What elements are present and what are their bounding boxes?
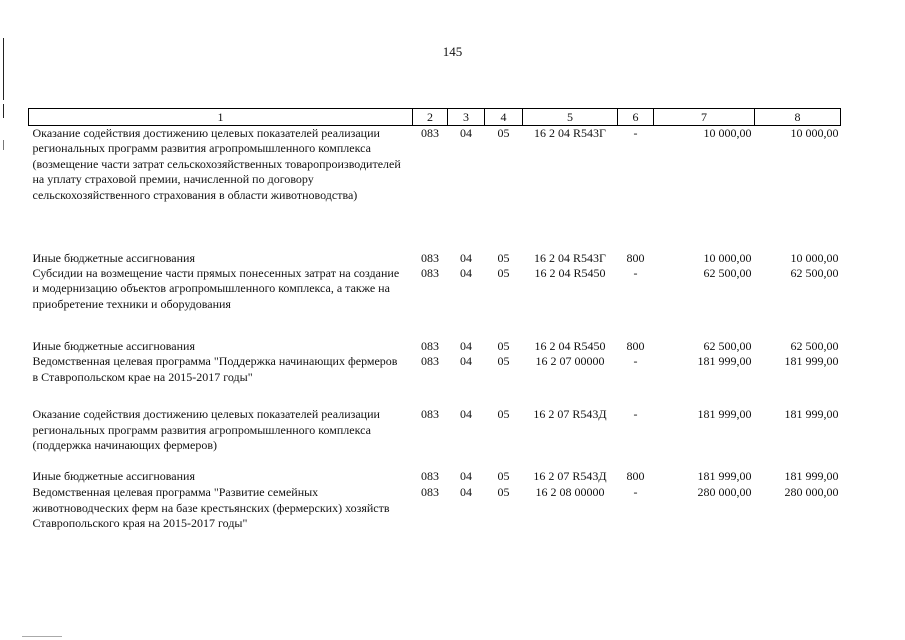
page-edge-mark	[3, 104, 4, 118]
cell-subsection: 05	[497, 354, 510, 369]
cell-amount: 10 000,00	[790, 126, 839, 140]
column-header: 2	[413, 109, 448, 126]
cell-target-article: 16 2 08 00000	[535, 485, 605, 500]
cell-ministry-code: 083	[421, 485, 439, 500]
column-header: 7	[654, 109, 755, 126]
cell-expense-type: -	[633, 265, 638, 280]
cell-subsection: 05	[497, 469, 510, 484]
cell-expense-type: 800	[626, 469, 645, 484]
page-number: 145	[442, 44, 463, 59]
cell-amount: 10 000,00	[790, 250, 839, 265]
cell-subsection: 05	[497, 126, 510, 140]
cell-subsection: 05	[497, 265, 510, 280]
cell-subsection: 05	[497, 485, 510, 500]
budget-table	[28, 108, 841, 532]
cell-target-article: 16 2 04 R5450	[534, 338, 606, 353]
table-row	[29, 339, 841, 354]
cell-amount: 181 999,00	[697, 469, 752, 484]
table-row	[29, 251, 841, 266]
row-name: Иные бюджетные ассигнования	[32, 250, 195, 265]
row-name: Ведомственная целевая программа "Развитие семейных животноводческих ферм на базе крестьянских (фермерских) хозяйств Ставропольского края на 2015-2017 годы"	[32, 485, 390, 531]
cell-expense-type: -	[633, 126, 638, 140]
row-name: Иные бюджетные ассигнования	[32, 338, 195, 353]
column-header: 1	[29, 109, 413, 126]
column-header: 8	[755, 109, 841, 126]
cell-ministry-code: 083	[421, 126, 439, 140]
cell-target-article: 16 2 04 R5450	[534, 265, 606, 280]
table-row	[29, 354, 841, 407]
cell-amount: 181 999,00	[697, 407, 752, 422]
cell-expense-type: -	[633, 354, 638, 369]
table-row	[29, 485, 841, 531]
cell-ministry-code: 083	[421, 338, 439, 353]
cell-subsection: 05	[497, 338, 510, 353]
cell-target-article: 16 2 07 R543Д	[533, 469, 607, 484]
cell-amount: 62 500,00	[703, 338, 752, 353]
cell-target-article: 16 2 07 R543Д	[533, 407, 607, 422]
cell-target-article: 16 2 04 R543Г	[534, 126, 606, 140]
cell-amount: 280 000,00	[697, 485, 752, 500]
cell-ministry-code: 083	[421, 250, 439, 265]
cell-section: 04	[460, 354, 472, 369]
column-header: 4	[485, 109, 523, 126]
cell-amount: 62 500,00	[790, 338, 839, 353]
cell-section: 04	[460, 265, 472, 280]
cell-amount: 10 000,00	[703, 126, 752, 140]
row-name: Субсидии на возмещение части прямых понесенных затрат на создание и модернизацию объектов агропромышленного комплекса, а также на приобретение техники и оборудования	[32, 265, 400, 311]
table-row	[29, 469, 841, 485]
cell-amount: 10 000,00	[703, 250, 752, 265]
cell-subsection: 05	[497, 250, 510, 265]
table-row	[29, 126, 841, 251]
row-name: Ведомственная целевая программа "Поддержка начинающих фермеров в Ставропольском крае на 2015-2017 годы"	[32, 354, 398, 384]
table-header-row	[29, 109, 841, 126]
cell-amount: 181 999,00	[784, 407, 839, 422]
cell-section: 04	[460, 126, 472, 140]
cell-subsection: 05	[497, 407, 510, 422]
table-row	[29, 266, 841, 339]
cell-amount: 181 999,00	[697, 354, 752, 369]
cell-ministry-code: 083	[421, 407, 439, 422]
cell-ministry-code: 083	[421, 354, 439, 369]
cell-target-article: 16 2 07 00000	[535, 354, 605, 369]
cell-section: 04	[460, 485, 472, 500]
column-header: 3	[448, 109, 485, 126]
cell-amount: 62 500,00	[703, 265, 752, 280]
cell-amount: 181 999,00	[784, 469, 839, 484]
page-edge-mark	[3, 140, 4, 150]
row-name: Иные бюджетные ассигнования	[32, 469, 195, 484]
row-name: Оказание содействия достижению целевых показателей реализации региональных программ развития агропромышленного комплекса (возмещение части затрат сельскохозяйственных товаропроизводителей на уплату страховой премии, начисленной по договору сельскохозяйственного страхования в области животноводства)	[32, 126, 401, 202]
cell-expense-type: -	[633, 485, 638, 500]
cell-ministry-code: 083	[421, 265, 439, 280]
cell-amount: 62 500,00	[790, 265, 839, 280]
cell-expense-type: -	[633, 407, 638, 422]
page-edge-mark	[22, 636, 62, 637]
cell-section: 04	[460, 407, 472, 422]
table-row	[29, 407, 841, 469]
cell-amount: 280 000,00	[784, 485, 839, 500]
cell-expense-type: 800	[626, 250, 645, 265]
cell-ministry-code: 083	[421, 469, 439, 484]
column-header: 6	[618, 109, 654, 126]
cell-section: 04	[460, 338, 472, 353]
cell-amount: 181 999,00	[784, 354, 839, 369]
cell-section: 04	[460, 469, 472, 484]
cell-expense-type: 800	[626, 338, 645, 353]
row-name: Оказание содействия достижению целевых показателей реализации региональных программ развития агропромышленного комплекса (поддержка начинающих фермеров)	[32, 407, 380, 453]
column-header: 5	[523, 109, 618, 126]
cell-target-article: 16 2 04 R543Г	[534, 250, 606, 265]
cell-section: 04	[460, 250, 472, 265]
